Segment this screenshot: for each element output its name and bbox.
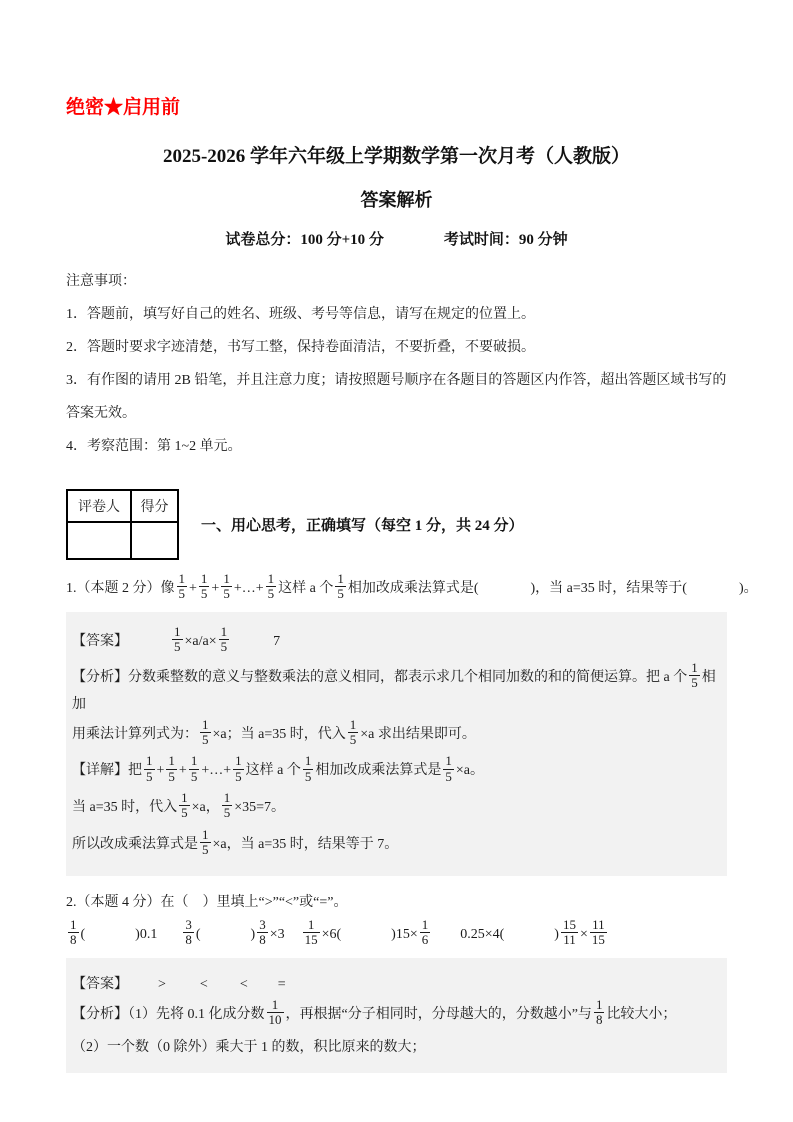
notice-item: 1．答题前，填写好自己的姓名、班级、考号等信息，请写在规定的位置上。 [66,307,535,322]
score-input-cell [131,522,178,559]
fraction: $\frac{1}{5}$ [190,753,198,784]
question2-analysis-line: （2）一个数（0 除外）乘大于 1 的数，积比原来的数大； [72,1040,426,1056]
fraction: $\frac{1}{8}$ [595,996,603,1028]
fraction: $\frac{1}{5}$ [235,753,242,784]
exam-time-text: 考试时间：90 分钟 [443,232,568,248]
fraction: $\frac{1}{5}$ [223,789,231,821]
grader-label-cell: 评卷人 [67,490,131,522]
total-score-text: 试卷总分：100 分+10 分 [225,232,384,248]
fraction: $\frac{1}{5}$ [202,716,209,748]
fraction: $\frac{1}{5}$ [181,789,188,821]
score-label-cell: 得分 [131,490,178,522]
section1-heading: 一、用心思考，正确填写（每空 1 分，共 24 分） [201,518,524,534]
grader-score-table [66,489,179,560]
exam-info-line [66,228,727,249]
question2-items-line: $\frac{1}{8}$ ( )0.1 $\frac{3}{8}$ ( ) $\frac{3}{8}$ ×3 $\frac{1}{15}$ ×6( )15× $\frac{1}{6}$ 0.25×4( ) $\frac{15}{11}$ × $\frac{11}{15}$ [70,917,605,948]
question1-analysis-line: 【分析】分数乘整数的意义与整数乘法的意义相同，都表示求几个相同加数的和的简便运算。把 a 个 $\frac{1}{5}$ 相加 [72,660,716,712]
notice-item: 4．考察范围：第 1~2 单元。 [66,439,242,454]
notices-heading: 注意事项： [66,274,136,289]
question2-answer-line: 【答案】 > < < = [72,976,286,992]
fraction: $\frac{1}{5}$ [168,753,175,784]
question1-detail-line: 所以改成乘法算式是 $\frac{1}{5}$ ×a，当 a=35 时，结果等于 7。 [72,826,399,857]
fraction: $\frac{1}{5}$ [337,571,344,602]
fraction: $\frac{3}{8}$ [185,917,192,948]
question1-answer-block [66,612,727,877]
fraction: $\frac{1}{5}$ [267,571,275,602]
fraction: $\frac{1}{5}$ [349,716,357,748]
fraction: $\frac{11}{15}$ [591,917,605,948]
fraction: $\frac{1}{5}$ [445,753,452,784]
question2-stem: 2.（本题 4 分）在（ ）里填上“>”“<”或“=”。 [66,895,348,911]
page-title: 2025-2026 学年六年级上学期数学第一次月考（人教版） [162,146,631,167]
fraction: $\frac{1}{5}$ [146,753,153,784]
notice-item: 2．答题时要求字迹清楚，书写工整，保持卷面清洁，不要折叠，不要破损。 [66,340,535,355]
notice-item: 3．有作图的请用 2B 铅笔，并且注意力度；请按照题号顺序在各题目的答题区内作答，超出答题区域书写的答案无效。 [66,373,727,421]
question2-analysis-line: 【分析】（1）先将 0.1 化成分数 $\frac{1}{10}$ ，再根据“分子相同时，分母越大的，分数越小”与 $\frac{1}{8}$ 比较大小； [72,996,677,1028]
fraction: $\frac{1}{6}$ [421,917,429,948]
fraction: $\frac{1}{5}$ [223,571,230,602]
question1-detail-line: 当 a=35 时，代入 $\frac{1}{5}$ ×a， $\frac{1}{5}$ ×35=7。 [72,789,286,821]
question2-answer-block [66,958,727,1074]
question1-answer-line: 【答案】 $\frac{1}{5}$ ×a/a× $\frac{1}{5}$ 7 [72,623,281,654]
fraction: $\frac{3}{8}$ [259,917,266,948]
fraction: $\frac{1}{10}$ [268,996,282,1028]
fraction: $\frac{1}{5}$ [178,571,185,602]
notices-section [66,265,727,463]
fraction: $\frac{1}{5}$ [304,753,312,784]
fraction: $\frac{1}{5}$ [202,826,209,857]
classified-label: 绝密★启用前 [66,97,181,118]
fraction: $\frac{1}{5}$ [174,623,181,654]
fraction: $\frac{1}{5}$ [200,571,208,602]
section1-header-row [66,489,727,560]
fraction: $\frac{1}{5}$ [220,623,228,654]
fraction: $\frac{1}{5}$ [691,660,698,691]
page-content [66,92,758,1073]
page-subtitle: 答案解析 [360,190,433,210]
fraction: $\frac{15}{11}$ [562,917,576,948]
question1-stem: 1.（本题 2 分）像 $\frac{1}{5}$ + $\frac{1}{5}$ + $\frac{1}{5}$ +…+ $\frac{1}{5}$ 这样 a 个 $\frac{1}{5}$ 相加改成乘法算式是( )，当 a=35 时，结果等于( )。 [66,571,758,602]
fraction: $\frac{1}{15}$ [304,917,318,948]
grader-input-cell [67,522,131,559]
question1-analysis-line: 用乘法计算列式为： $\frac{1}{5}$ ×a；当 a=35 时，代入 $\frac{1}{5}$ ×a 求出结果即可。 [72,716,476,748]
question1-detail-line: 【详解】把 $\frac{1}{5}$ + $\frac{1}{5}$ + $\frac{1}{5}$ +…+ $\frac{1}{5}$ 这样 a 个 $\frac{1}{5}$ 相加改成乘法算式是 $\frac{1}{5}$ ×a。 [72,753,484,784]
fraction: $\frac{1}{8}$ [70,917,77,948]
